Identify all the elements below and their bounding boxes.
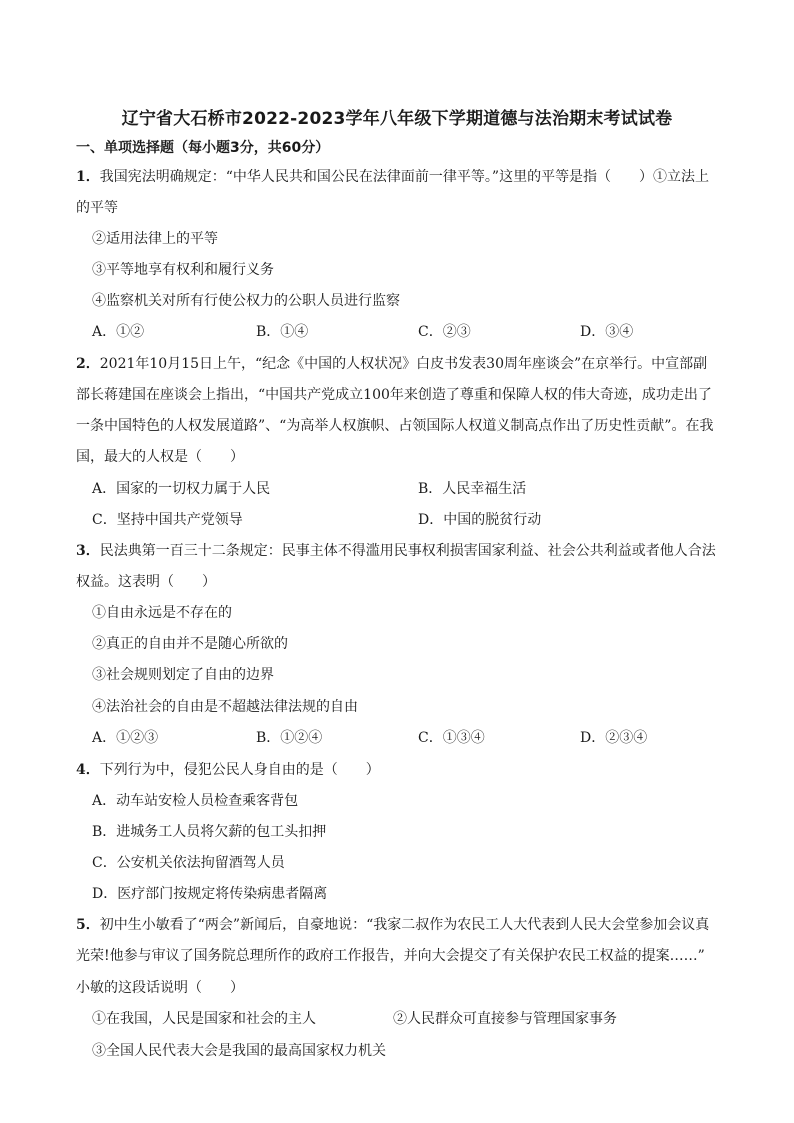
section-heading: 一、单项选择题（每小题3分，共60分） <box>76 140 330 156</box>
question-3-choice-d[interactable]: D．②③④ <box>580 730 648 746</box>
question-2-number: 2． <box>76 356 100 372</box>
question-1-line-1 <box>76 166 776 186</box>
question-2-line-1 <box>76 353 776 373</box>
question-3-item-3: ③社会规则划定了自由的边界 <box>92 667 274 683</box>
question-4-choice-a[interactable]: A．动车站安检人员检查乘客背包 <box>92 793 299 809</box>
question-1-number: 1． <box>76 169 100 185</box>
question-3-choice-b[interactable]: B．①②④ <box>256 730 323 746</box>
question-5-item-2: ②人民群众可直接参与管理国家事务 <box>393 1011 617 1027</box>
question-1-text: 我国宪法明确规定：“中华人民共和国公民在法律面前一律平等。”这里的平等是指（ ）①立法上 <box>99 169 710 185</box>
question-2-choice-d[interactable]: D．中国的脱贫行动 <box>418 512 542 528</box>
question-1-item-4: ④监察机关对所有行使公权力的公职人员进行监察 <box>92 293 400 309</box>
question-3-line-1 <box>76 540 776 560</box>
question-2-choice-b[interactable]: B．人民幸福生活 <box>418 481 527 497</box>
question-2-choice-a[interactable]: A．国家的一切权力属于人民 <box>92 481 271 497</box>
exam-title: 辽宁省大石桥市2022-2023学年八年级下学期道德与法治期末考试试卷 <box>121 109 673 129</box>
question-1-choice-b[interactable]: B．①④ <box>256 324 309 340</box>
question-5-item-1: ①在我国，人民是国家和社会的主人 <box>92 1011 316 1027</box>
question-1-choice-d[interactable]: D．③④ <box>580 324 634 340</box>
question-4-choice-d[interactable]: D．医疗部门按规定将传染病患者隔离 <box>92 886 328 902</box>
question-4-number: 4． <box>76 762 100 778</box>
question-2-line-4: 国，最大的人权是（ ） <box>76 449 244 465</box>
question-4-text: 下列行为中，侵犯公民人身自由的是（ ） <box>99 762 380 778</box>
question-2-choice-c[interactable]: C．坚持中国共产党领导 <box>92 512 243 528</box>
question-1-item-3: ③平等地享有权利和履行义务 <box>92 262 274 278</box>
question-5-text: 初中生小敏看了“两会”新闻后，自豪地说：“我家二叔作为农民工人大代表到人民大会堂参加会议真 <box>99 917 710 933</box>
question-1-line-2: 的平等 <box>76 200 118 216</box>
question-4-choice-b[interactable]: B．进城务工人员将欠薪的包工头扣押 <box>92 824 327 840</box>
question-5-line-3: 小敏的这段话说明（ ） <box>76 980 244 996</box>
question-5-line-2: 光荣!他参与审议了国务院总理所作的政府工作报告，并向大会提交了有关保护农民工权益的提案……” <box>76 948 705 964</box>
question-4-choice-c[interactable]: C．公安机关依法拘留酒驾人员 <box>92 855 285 871</box>
question-1-item-2: ②适用法律上的平等 <box>92 231 218 247</box>
question-1-choice-a[interactable]: A．①② <box>92 324 145 340</box>
question-3-item-2: ②真正的自由并不是随心所欲的 <box>92 636 288 652</box>
question-3-item-1: ①自由永远是不存在的 <box>92 605 232 621</box>
question-3-choice-c[interactable]: C．①③④ <box>418 730 485 746</box>
question-3-line-2: 权益。这表明（ ） <box>76 574 216 590</box>
question-3-number: 3． <box>76 543 100 559</box>
question-2-line-3: 一条中国特色的人权发展道路”、“为高举人权旗帜、占领国际人权道义制高点作出了历史性贡献”。在我 <box>76 418 714 434</box>
question-4-line-1 <box>76 759 776 779</box>
question-3-text: 民法典第一百三十二条规定：民事主体不得滥用民事权利损害国家利益、社会公共利益或者他人合法 <box>99 543 716 559</box>
question-5-line-1 <box>76 914 776 934</box>
question-2-text: 2021年10月15日上午，“纪念《中国的人权状况》白皮书发表30周年座谈会”在京举行。中宣部副 <box>99 356 708 372</box>
question-3-choice-a[interactable]: A．①②③ <box>92 730 159 746</box>
question-2-line-2: 部长蒋建国在座谈会上指出，“中国共产党成立100年来创造了尊重和保障人权的伟大奇迹，成功走出了 <box>76 387 712 403</box>
question-3-item-4: ④法治社会的自由是不超越法律法规的自由 <box>92 699 358 715</box>
question-5-number: 5． <box>76 917 100 933</box>
question-5-item-3: ③全国人民代表大会是我国的最高国家权力机关 <box>92 1043 386 1059</box>
question-1-choice-c[interactable]: C．②③ <box>418 324 471 340</box>
